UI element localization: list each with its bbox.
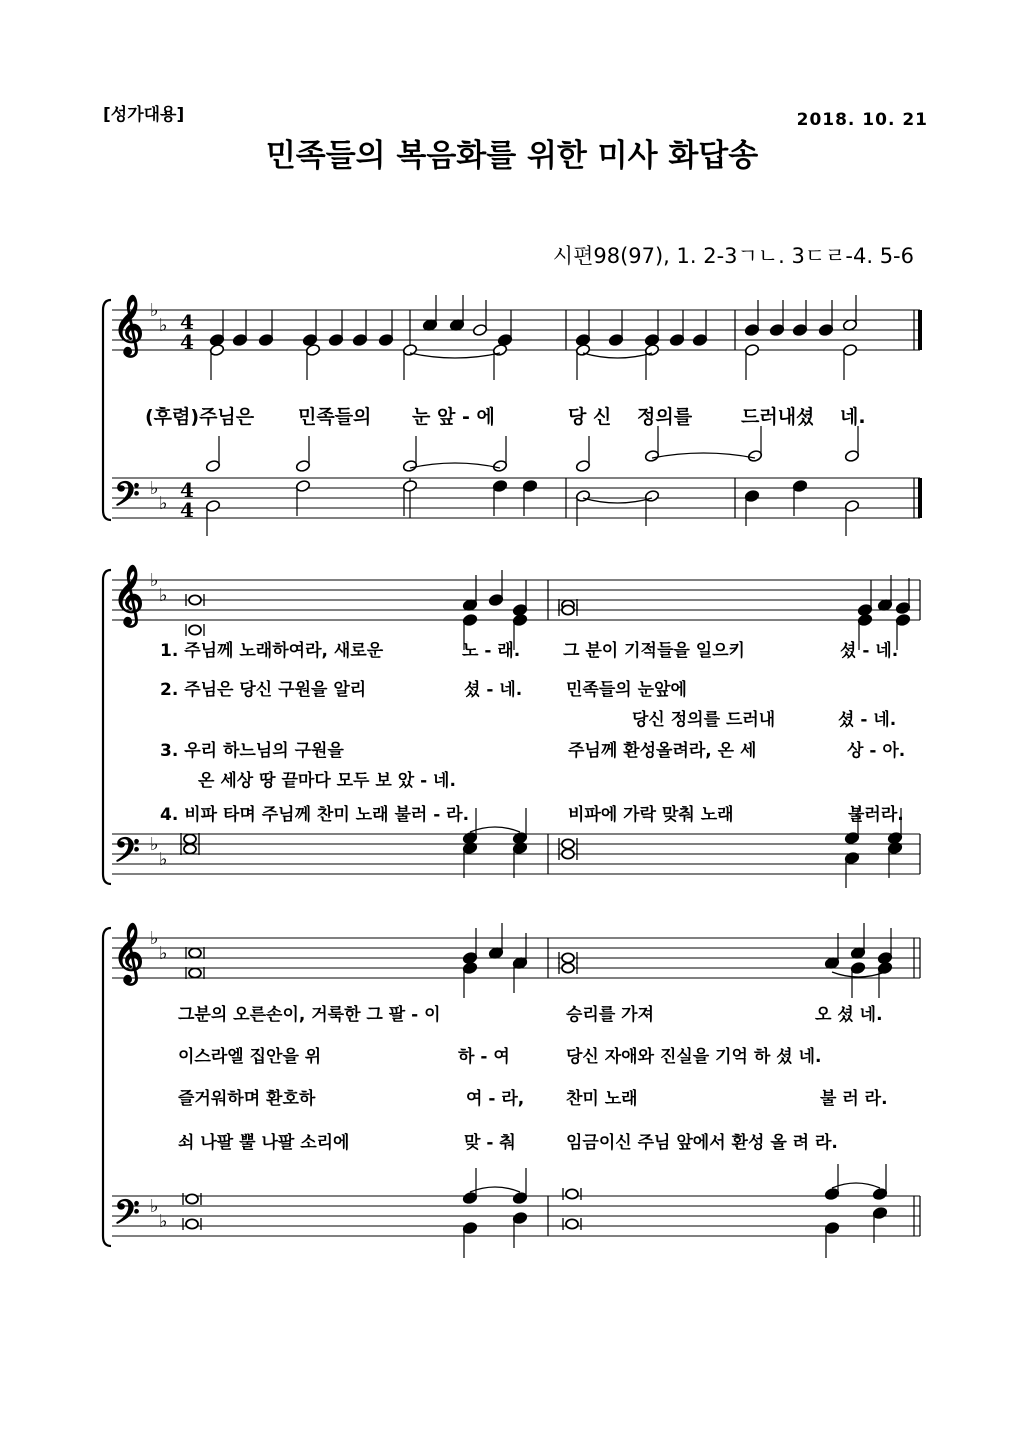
verse-text: 찬미 노래 <box>566 1089 638 1109</box>
tenor-note <box>844 449 859 462</box>
verse-text: 오 셨 네. <box>815 1005 883 1025</box>
verse-text: 셨 - 네. <box>838 710 897 730</box>
flat-sign-icon: ♭ <box>150 478 159 499</box>
bass-note <box>512 1211 527 1224</box>
tie-curve <box>652 453 755 458</box>
refrain-part: 네. <box>840 406 866 428</box>
treble-clef-icon: 𝄞 <box>113 922 144 983</box>
tenor-note <box>402 459 417 472</box>
bass-note <box>644 489 659 502</box>
breve-note <box>189 625 201 634</box>
refrain-part: 당 신 <box>568 406 612 428</box>
time-signature-bottom: 4 <box>180 498 194 522</box>
breve-note <box>186 1194 198 1203</box>
system-bracket <box>103 300 111 520</box>
bass-clef-icon: 𝄢 <box>114 475 140 522</box>
alto-note <box>512 613 527 626</box>
breve-note <box>562 839 574 848</box>
tenor-note <box>644 449 659 462</box>
verse-text: 4. 비파 타며 주님께 찬미 노래 불러 - 라. <box>160 805 470 825</box>
verse-text: 하 - 여 <box>458 1047 510 1067</box>
bass-note <box>462 841 477 854</box>
verse-text: 쇠 나팔 뿔 나팔 소리에 <box>178 1133 350 1153</box>
flat-sign-icon: ♭ <box>150 570 159 591</box>
soprano-note <box>472 323 487 336</box>
tenor-note <box>824 1187 839 1200</box>
verse-text: 승리를 가져 <box>566 1005 655 1025</box>
time-signature-top: 4 <box>180 478 194 502</box>
bass-note <box>522 479 537 492</box>
soprano-note <box>352 333 367 346</box>
breve-note <box>562 605 574 614</box>
verse-text: 불러라. <box>848 805 904 825</box>
bass-note <box>575 489 590 502</box>
bass-note <box>792 479 807 492</box>
bass-clef-icon: 𝄢 <box>114 831 140 878</box>
verse-text: 여 - 라, <box>466 1089 525 1109</box>
bass-note <box>872 1206 887 1219</box>
soprano-note <box>669 333 684 346</box>
tie-curve <box>410 463 500 468</box>
breve-note <box>562 849 574 858</box>
breve-note <box>562 953 574 962</box>
time-signature-bottom: 4 <box>180 330 194 354</box>
bass-clef-icon: 𝄢 <box>114 1193 140 1240</box>
alto-note <box>895 613 910 626</box>
breve-note <box>186 1219 198 1228</box>
alto-note <box>850 961 865 974</box>
alto-note <box>842 343 857 356</box>
verse-text: 불 러 라. <box>820 1089 888 1109</box>
verse-text: 1. 주님께 노래하여라, 새로운 <box>160 641 384 661</box>
bass-note <box>824 1221 839 1234</box>
bass-note <box>295 479 310 492</box>
flat-sign-icon: ♭ <box>159 943 168 964</box>
verse-text: 주님께 환성올려라, 온 세 <box>568 741 757 761</box>
treble-clef-icon: 𝄞 <box>113 294 144 355</box>
soprano-note <box>232 333 247 346</box>
verse-text: 그분의 오른손이, 거룩한 그 팔 - 이 <box>178 1005 441 1025</box>
soprano-note <box>792 323 807 336</box>
alto-note <box>744 343 759 356</box>
refrain-part: 정의를 <box>637 406 693 428</box>
breve-note <box>184 834 196 843</box>
alto-note <box>462 613 477 626</box>
verse-text: 상 - 아. <box>847 741 906 761</box>
bass-note <box>205 499 220 512</box>
tenor-note <box>205 459 220 472</box>
bass-note <box>402 479 417 492</box>
flat-sign-icon: ♭ <box>159 585 168 606</box>
verse-text: 비파에 가락 맞춰 노래 <box>568 805 734 825</box>
soprano-note <box>818 323 833 336</box>
breve-note <box>189 968 201 977</box>
refrain-part: (후렴)주님은 <box>145 406 255 428</box>
breve-note <box>562 963 574 972</box>
bass-note <box>887 841 902 854</box>
tie-curve <box>410 353 500 358</box>
bass-note <box>512 841 527 854</box>
system-bracket <box>103 570 111 884</box>
verse-text: 민족들의 눈앞에 <box>566 680 687 700</box>
verse-text: 셨 - 네. <box>464 680 523 700</box>
breve-note <box>189 595 201 604</box>
time-signature-top: 4 <box>180 310 194 334</box>
verse-text: 이스라엘 집안을 위 <box>178 1047 322 1067</box>
tie-curve <box>583 353 652 358</box>
flat-sign-icon: ♭ <box>150 834 159 855</box>
bass-note <box>844 851 859 864</box>
soprano-note <box>258 333 273 346</box>
verse-text: 맞 - 춰 <box>464 1133 516 1153</box>
refrain-part: 민족들의 <box>298 406 372 428</box>
tie-curve <box>470 827 520 832</box>
refrain-part: 드러내셨 <box>741 406 815 428</box>
choir-tag: [성가대용] <box>103 105 185 125</box>
flat-sign-icon: ♭ <box>159 1211 168 1232</box>
verse-text: 노 - 래. <box>462 641 521 661</box>
tenor-note <box>512 1191 527 1204</box>
treble-clef-icon: 𝄞 <box>113 564 144 625</box>
breve-note <box>566 1219 578 1228</box>
verse-text: 온 세상 땅 끝마다 모두 보 았 - 네. <box>198 771 456 791</box>
tie-curve <box>470 1187 520 1192</box>
verse-text: 그 분이 기적들을 일으키 <box>563 641 745 661</box>
system-bracket <box>103 928 111 1246</box>
bass-note <box>844 499 859 512</box>
alto-note <box>857 613 872 626</box>
flat-sign-icon: ♭ <box>150 300 159 321</box>
flat-sign-icon: ♭ <box>150 1196 159 1217</box>
soprano-note <box>378 333 393 346</box>
alto-note <box>462 961 477 974</box>
soprano-note <box>744 323 759 336</box>
verse-text: 당신 자애와 진실을 기억 하 셨 네. <box>566 1047 822 1067</box>
verse-text: 셨 - 네. <box>840 641 899 661</box>
tenor-note <box>575 459 590 472</box>
tenor-note <box>492 459 507 472</box>
alto-note <box>209 343 224 356</box>
soprano-note <box>328 333 343 346</box>
flat-sign-icon: ♭ <box>150 928 159 949</box>
soprano-note <box>488 593 503 606</box>
verse-text: 당신 정의를 드러내 <box>632 710 776 730</box>
tie-curve <box>583 498 652 503</box>
soprano-note <box>692 333 707 346</box>
verse-text: 3. 우리 하느님의 구원을 <box>160 741 344 761</box>
breve-note <box>566 1189 578 1198</box>
soprano-note <box>608 333 623 346</box>
tenor-note <box>844 831 859 844</box>
verse-text: 2. 주님은 당신 구원을 알리 <box>160 680 367 700</box>
flat-sign-icon: ♭ <box>159 315 168 336</box>
verse-text: 임금이신 주님 앞에서 환성 올 려 라. <box>566 1133 838 1153</box>
soprano-note <box>769 323 784 336</box>
soprano-note <box>895 601 910 614</box>
page-title: 민족들의 복음화를 위한 미사 화답송 <box>265 138 759 174</box>
bass-note <box>462 1221 477 1234</box>
breve-note <box>189 948 201 957</box>
bass-note <box>492 479 507 492</box>
flat-sign-icon: ♭ <box>159 493 168 514</box>
tenor-note <box>747 449 762 462</box>
psalm-reference: 시편98(97), 1. 2-3ㄱㄴ. 3ㄷㄹ-4. 5-6 <box>552 244 914 268</box>
verse-text: 즐거워하며 환호하 <box>178 1089 316 1109</box>
bass-note <box>744 489 759 502</box>
tenor-note <box>872 1187 887 1200</box>
breve-note <box>184 844 196 853</box>
flat-sign-icon: ♭ <box>159 849 168 870</box>
refrain-part: 눈 앞 - 에 <box>412 406 495 428</box>
tenor-note <box>462 1191 477 1204</box>
tie-curve <box>832 1183 880 1188</box>
date: 2018. 10. 21 <box>796 110 928 130</box>
tenor-note <box>295 459 310 472</box>
